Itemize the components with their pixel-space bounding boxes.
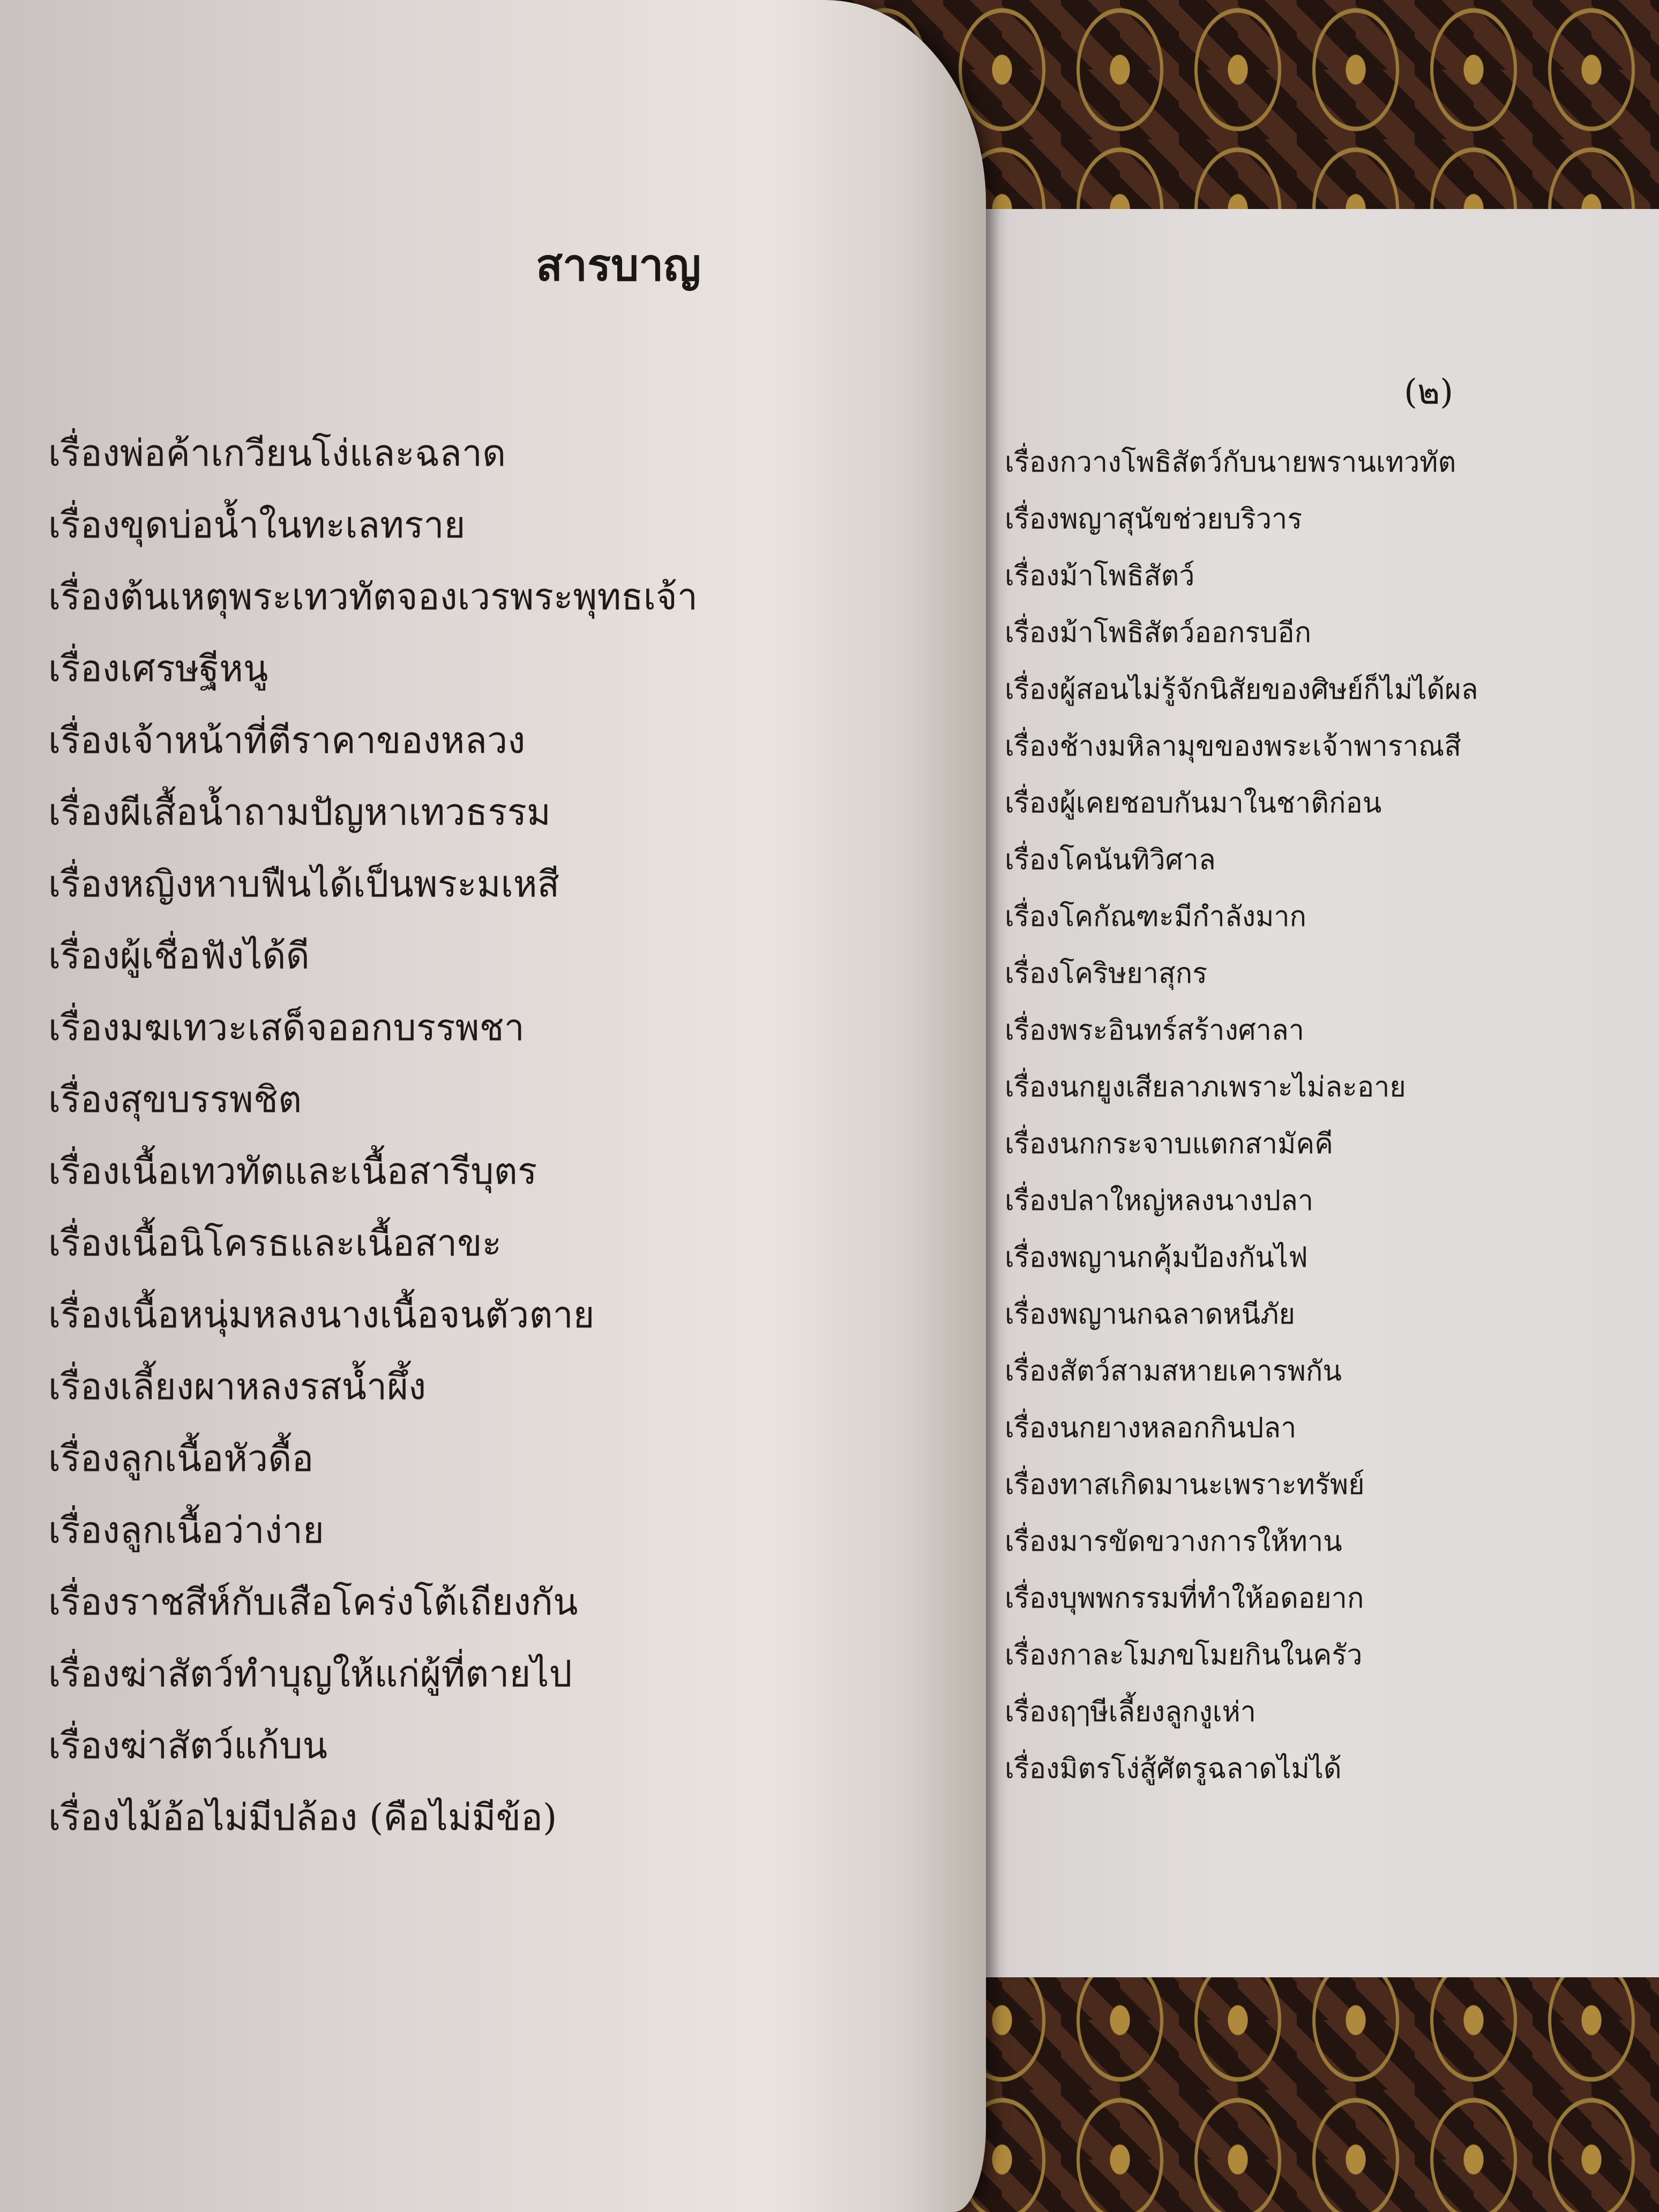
toc-item: เรื่องนกยางหลอกกินปลา — [1005, 1412, 1297, 1444]
page-number: (๒) — [1404, 372, 1454, 412]
toc-item: เรื่องเนื้อนิโครธและเนื้อสาขะ — [48, 1222, 502, 1265]
toc-item: เรื่องเศรษฐีหนู — [48, 648, 268, 690]
toc-item: เรื่องไม้อ้อไม่มีปล้อง (คือไม่มีข้อ) — [48, 1797, 557, 1839]
toc-item: เรื่องสุขบรรพชิต — [48, 1079, 302, 1121]
toc-item: เรื่องกาละโมภขโมยกินในครัว — [1005, 1639, 1363, 1671]
toc-item: เรื่องโคริษยาสุกร — [1005, 958, 1208, 990]
toc-item: เรื่องผู้สอนไม่รู้จักนิสัยของศิษย์ก็ไม่ได้ผล — [1005, 674, 1478, 706]
page-title: สารบาญ — [536, 240, 701, 291]
toc-item: เรื่องโคกัณฑะมีกำลังมาก — [1005, 901, 1307, 933]
toc-item: เรื่องผีเสื้อน้ำถามปัญหาเทวธรรม — [48, 791, 551, 834]
toc-item: เรื่องปลาใหญ่หลงนางปลา — [1005, 1185, 1314, 1217]
toc-item: เรื่องฆ่าสัตว์ทำบุญให้แก่ผู้ที่ตายไป — [48, 1653, 572, 1695]
toc-item: เรื่องพญาสุนัขช่วยบริวาร — [1005, 503, 1303, 535]
toc-item: เรื่องม้าโพธิสัตว์ออกรบอีก — [1005, 617, 1312, 649]
toc-item: เรื่องหญิงหาบฟืนได้เป็นพระมเหสี — [48, 863, 560, 906]
toc-item: เรื่องทาสเกิดมานะเพราะทรัพย์ — [1005, 1469, 1365, 1501]
toc-item: เรื่องฤๅษีเลี้ยงลูกงูเห่า — [1005, 1696, 1256, 1728]
toc-item: เรื่องพญานกฉลาดหนีภัย — [1005, 1298, 1295, 1331]
toc-item: เรื่องเนื้อเทวทัตและเนื้อสารีบุตร — [48, 1150, 537, 1193]
toc-item: เรื่องลูกเนื้อว่าง่าย — [48, 1509, 324, 1552]
toc-item: เรื่องสัตว์สามสหายเคารพกัน — [1005, 1355, 1342, 1387]
toc-item: เรื่องเนื้อหนุ่มหลงนางเนื้อจนตัวตาย — [48, 1294, 595, 1336]
toc-item: เรื่องช้างมหิลามุขของพระเจ้าพาราณสี — [1005, 730, 1461, 763]
toc-item: เรื่องต้นเหตุพระเทวทัตจองเวรพระพุทธเจ้า — [48, 576, 698, 618]
toc-item: เรื่องมิตรโง่สู้ศัตรูฉลาดไม่ได้ — [1005, 1753, 1342, 1785]
toc-item: เรื่องขุดบ่อน้ำในทะเลทราย — [48, 504, 466, 547]
toc-item: เรื่องบุพพกรรมที่ทำให้อดอยาก — [1005, 1582, 1364, 1615]
toc-item: เรื่องผู้เคยชอบกันมาในชาติก่อน — [1005, 787, 1382, 819]
toc-item: เรื่องโคนันทิวิศาล — [1005, 844, 1216, 876]
toc-item: เรื่องมารขัดขวางการให้ทาน — [1005, 1526, 1342, 1558]
toc-item: เรื่องนกกระจาบแตกสามัคคี — [1005, 1128, 1333, 1160]
toc-item: เรื่องพญานกคุ้มป้องกันไฟ — [1005, 1242, 1308, 1274]
toc-item: เรื่องเจ้าหน้าที่ตีราคาของหลวง — [48, 720, 526, 762]
toc-item: เรื่องเลี้ยงผาหลงรสน้ำผึ้ง — [48, 1366, 427, 1408]
toc-item: เรื่องผู้เชื่อฟังได้ดี — [48, 935, 310, 977]
toc-item: เรื่องม้าโพธิสัตว์ — [1005, 560, 1195, 592]
toc-list-right — [1005, 434, 1478, 1797]
toc-item: เรื่องฆ่าสัตว์แก้บน — [48, 1725, 327, 1767]
toc-item: เรื่องนกยูงเสียลาภเพราะไม่ละอาย — [1005, 1071, 1406, 1103]
toc-list-left — [48, 418, 698, 1854]
toc-item: เรื่องลูกเนื้อหัวดื้อ — [48, 1438, 314, 1480]
toc-item: เรื่องพ่อค้าเกวียนโง่และฉลาด — [48, 432, 506, 475]
toc-item: เรื่องกวางโพธิสัตว์กับนายพรานเทวทัต — [1005, 446, 1456, 479]
toc-item: เรื่องมฆเทวะเสด็จออกบรรพชา — [48, 1007, 525, 1049]
toc-item: เรื่องราชสีห์กับเสือโคร่งโต้เถียงกัน — [48, 1581, 578, 1624]
toc-item: เรื่องพระอินทร์สร้างศาลา — [1005, 1014, 1304, 1047]
